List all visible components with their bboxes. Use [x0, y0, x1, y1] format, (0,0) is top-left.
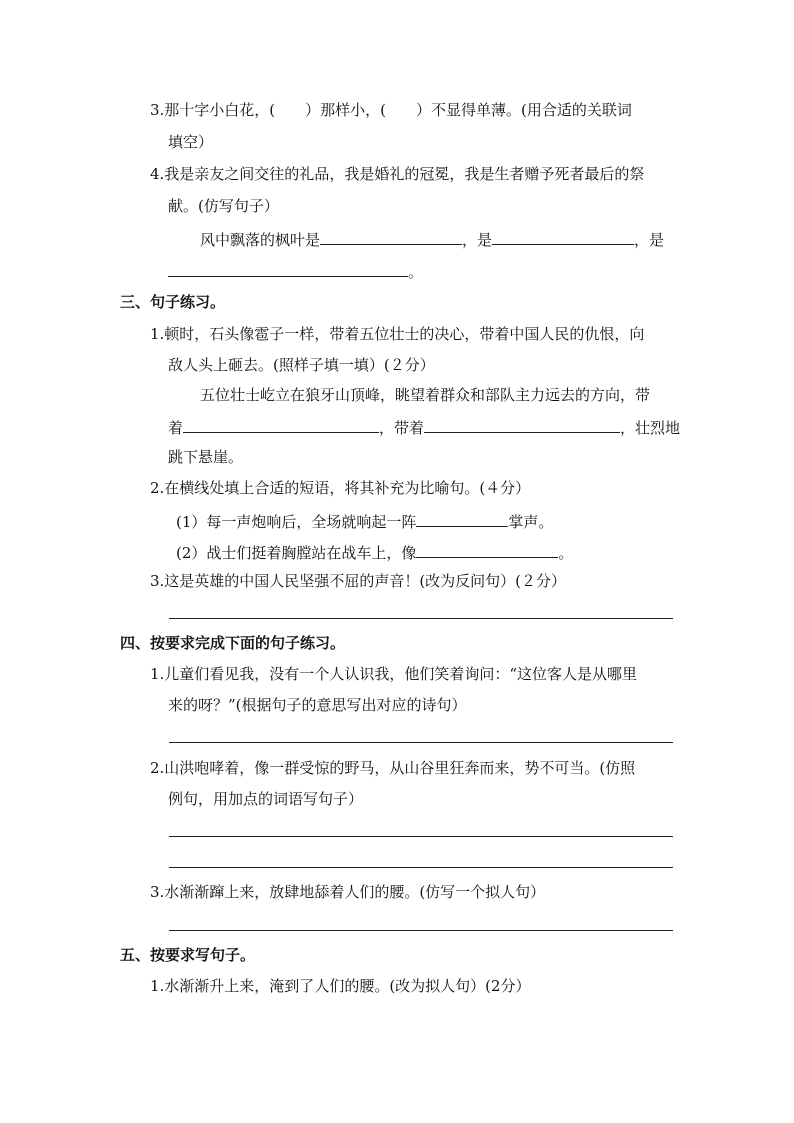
- s4-q2-line2: 例句，用加点的词语写句子）: [168, 790, 364, 808]
- q4-fill-end: ，是: [634, 231, 665, 249]
- s4-q2-line1: 2.山洪咆哮着，像一群受惊的野马，从山谷里狂奔而来，势不可当。(仿照: [150, 759, 636, 777]
- s3-q1-end: 跳下悬崖。: [168, 448, 244, 466]
- s3-q2-line1: 2.在横线处填上合适的短语，将其补充为比喻句。(４分）: [150, 479, 531, 497]
- s4-q1-line1: 1.儿童们看见我，没有一个人认识我，他们笑着询问：“这位客人是从哪里: [150, 665, 637, 683]
- s4-q2-answer-line-2[interactable]: [169, 867, 673, 868]
- s3-q1-line1: 1.顿时，石头像雹子一样，带着五位壮士的决心，带着中国人民的仇恨，向: [150, 325, 645, 343]
- s3-q2-a-suffix: 掌声。: [508, 513, 554, 531]
- s3-q3-answer-line[interactable]: [169, 618, 673, 619]
- section5-heading: 五、按要求写句子。: [120, 946, 256, 964]
- q4-fill-line: [200, 228, 664, 250]
- s3-q2-b: [176, 541, 573, 563]
- s5-q1-line1: 1.水渐渐升上来，淹到了人们的腰。(改为拟人句）(2分）: [150, 977, 531, 995]
- q4-line1: 4.我是亲友之间交往的礼品，我是婚礼的冠冕，我是生者赠予死者最后的祭: [150, 165, 645, 183]
- s3-q1-fill-c: ，壮烈地: [620, 419, 681, 437]
- s3-q2-b-prefix: (2）战士们挺着胸膛站在战车上，像: [176, 544, 417, 562]
- s3-q1-blank-1[interactable]: [183, 416, 379, 433]
- s3-q3-line1: 3.这是英雄的中国人民坚强不屈的声音！(改为反问句）(２分）: [150, 572, 567, 590]
- s4-q3-answer-line[interactable]: [169, 930, 673, 931]
- s3-q1-fill-a: 着: [168, 419, 184, 437]
- s4-q2-answer-line-1[interactable]: [169, 836, 673, 837]
- q4-blank-1[interactable]: [320, 228, 462, 245]
- s4-q1-answer-line[interactable]: [169, 742, 673, 743]
- s4-q1-line2: 来的呀？”(根据句子的意思写出对应的诗句）: [168, 696, 467, 714]
- q4-blank-3[interactable]: [168, 260, 408, 277]
- s3-q2-blank-b[interactable]: [416, 541, 558, 558]
- q3-line1: 3.那十字小白花，( ）那样小，( ）不显得单薄。(用合适的关联词: [150, 101, 632, 119]
- s3-q1-example: 五位壮士屹立在狼牙山顶峰，眺望着群众和部队主力远去的方向，带: [200, 386, 651, 404]
- s3-q1-fill-b: ，带着: [379, 419, 425, 437]
- s3-q1-blank-2[interactable]: [424, 416, 620, 433]
- s3-q1-fill-line: [168, 416, 680, 438]
- q4-fill-line2: [168, 260, 423, 282]
- s3-q2-blank-a[interactable]: [416, 510, 508, 527]
- section3-heading: 三、句子练习。: [120, 293, 226, 311]
- q4-fill-prefix: 风中飘落的枫叶是: [200, 231, 321, 249]
- s3-q1-line2: 敌人头上砸去。(照样子填一填）(２分）: [168, 356, 435, 374]
- s4-q3-line1: 3.水渐渐蹿上来，放肆地舔着人们的腰。(仿写一个拟人句）: [150, 883, 546, 901]
- s3-q2-b-suffix: 。: [558, 544, 574, 562]
- q3-line2: 填空）: [168, 133, 214, 151]
- q4-line2: 献。(仿写句子）: [168, 197, 279, 215]
- q4-fill-last: 。: [408, 263, 424, 281]
- q4-blank-2[interactable]: [492, 228, 634, 245]
- s3-q2-a-prefix: (1）每一声炮响后，全场就响起一阵: [176, 513, 417, 531]
- s3-q2-a: [176, 510, 553, 532]
- q4-fill-mid: ，是: [462, 231, 493, 249]
- section4-heading: 四、按要求完成下面的句子练习。: [120, 634, 346, 652]
